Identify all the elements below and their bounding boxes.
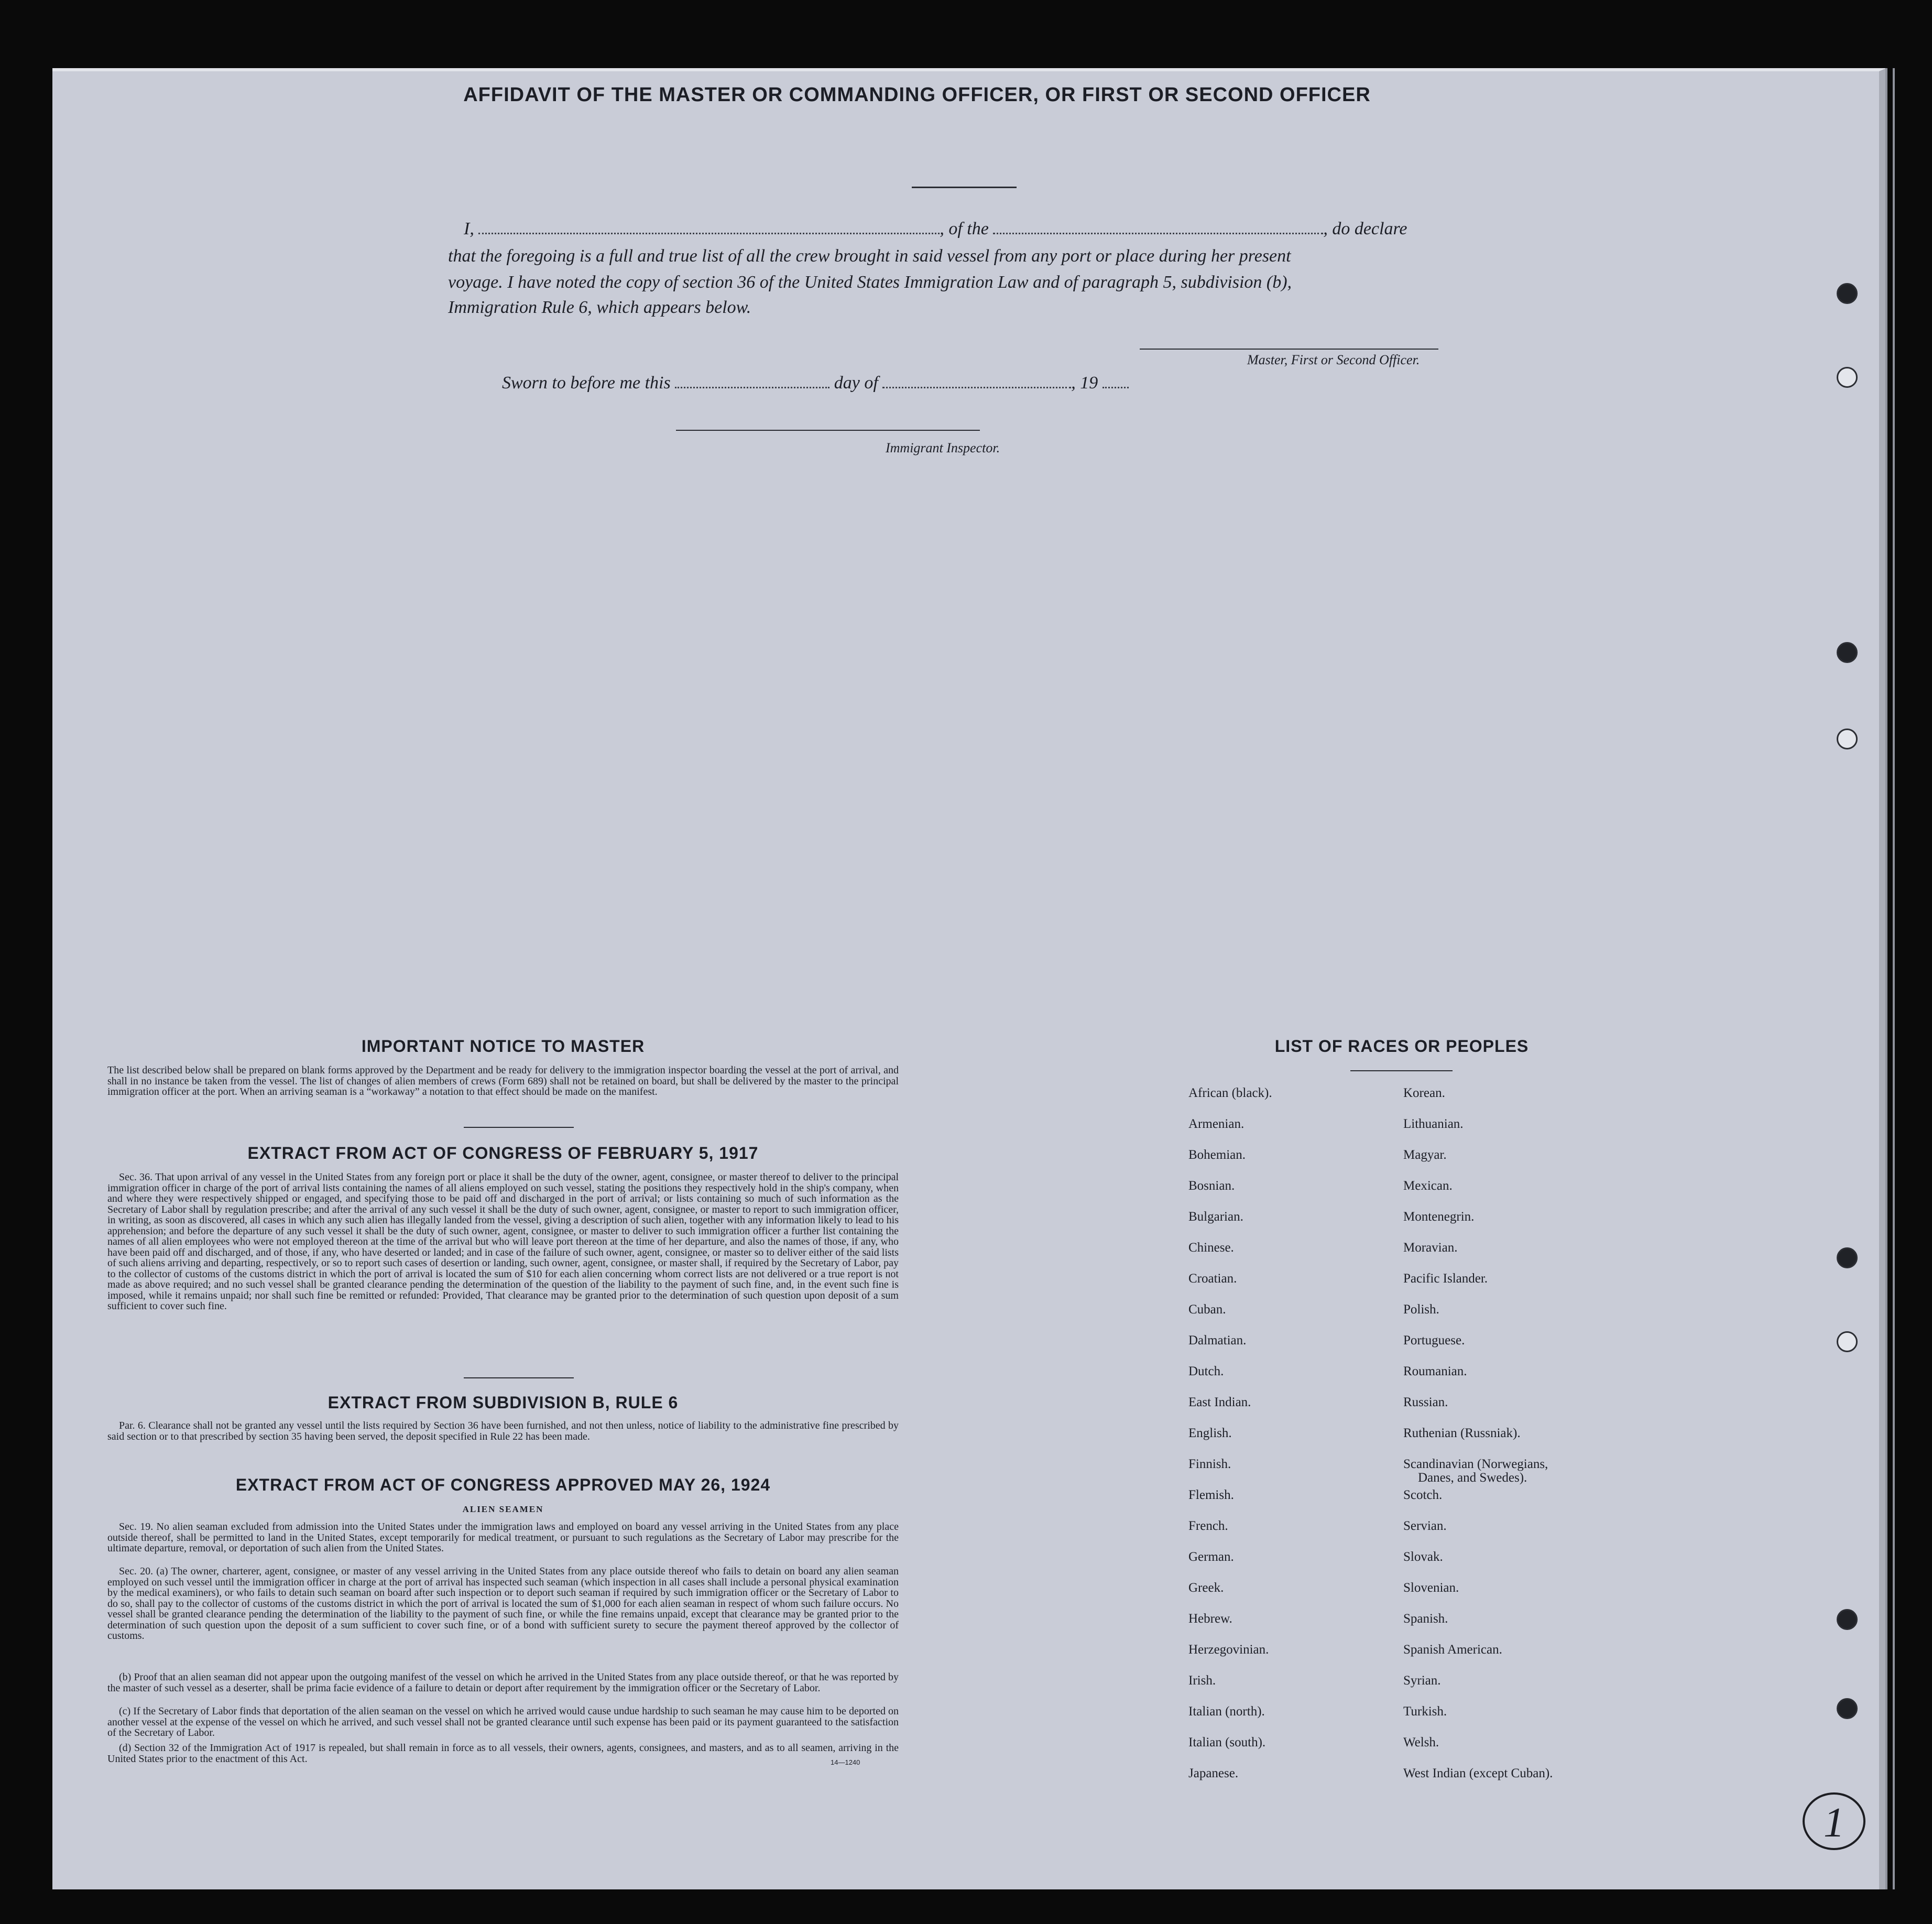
binder-hole <box>1837 283 1858 304</box>
section-20b-text: (b) Proof that an alien seaman did not appear upon the outgoing manifest of the vessel on which he arrived in the United States from any place outside thereof, or that he was reported by the master of such vessel as a deserter, shall be prima facie evidence of a failure to detain or deport after requirement by the immigration officer or the Secretary of Labor. <box>107 1671 899 1694</box>
form-number: 14—1240 <box>831 1758 860 1766</box>
race-item: Roumanian. <box>1403 1364 1467 1378</box>
section-20d-text: (d) Section 32 of the Immigration Act of 1917 is repealed, but shall remain in force as to all vessels, their owners, agents, consignees, and masters, and as to all seamen, arriving in the United States prior to the enactment of this Act. <box>107 1742 899 1765</box>
notice-text: The list described below shall be prepared on blank forms approved by the Department and be ready for delivery to the immigration inspector boarding the vessel at the port of arrival, and shall in no instance be taken from the vessel. The list of changes of alien members of crews (Form 689) shall not be retained on board, but shall be delivered by the master to the principal immigration officer at the port. When an arriving seaman is a “workaway” a notation to that effect should be made on the manifest. <box>107 1064 899 1097</box>
section-rule <box>464 1377 574 1378</box>
extract-1924-title: EXTRACT FROM ACT OF CONGRESS APPROVED MAY 26, 1924 <box>235 1475 771 1494</box>
race-item: Armenian. <box>1188 1117 1245 1131</box>
race-item: Greek. <box>1188 1581 1224 1595</box>
day-blank[interactable] <box>675 373 829 388</box>
binder-hole <box>1837 1609 1858 1630</box>
race-item: Dutch. <box>1188 1364 1224 1378</box>
race-item: West Indian (except Cuban). <box>1403 1766 1553 1780</box>
race-item: Mexican. <box>1403 1179 1453 1193</box>
race-item: Portuguese. <box>1403 1333 1465 1347</box>
master-signature-line[interactable] <box>1140 349 1438 350</box>
declaration-line-2: that the foregoing is a full and true list of all the crew brought in said vessel from any port or place during her present <box>448 246 1291 266</box>
race-item: Turkish. <box>1403 1704 1447 1719</box>
race-item: Danes, and Swedes). <box>1418 1471 1527 1485</box>
race-item: Cuban. <box>1188 1302 1226 1317</box>
race-item: Irish. <box>1188 1673 1216 1688</box>
vessel-blank[interactable] <box>993 219 1323 234</box>
declaration-text: , of the <box>940 219 989 238</box>
race-item: Italian (north). <box>1188 1704 1265 1719</box>
declaration-line-3: voyage. I have noted the copy of section 36 of the United States Immigration Law and of paragraph 5, subdivision (b), <box>448 273 1292 292</box>
race-item: English. <box>1188 1426 1232 1440</box>
section-20a-text: Sec. 20. (a) The owner, charterer, agent, consignee, or master of any vessel arriving in the United States from any place outside thereof who fails to detain on board any alien seaman employed on such vessel until the immigration officer in charge at the port of arrival has inspected such seaman (which inspection in all cases shall include a personal physical examination by the medical examiners), or who fails to detain such seaman on board after such inspection or to deport such seaman if required by such immigration officer or the Secretary of Labor to do so, shall pay to the collector of customs of the customs district in which the port of arrival is located the sum of $1,000 for each alien seaman in respect of whom such failure occurs. No vessel shall be granted clearance pending the determination of the liability to the payment of such fine, or while the fine remains unpaid, except that clearance may be granted prior to the determination of such question upon the deposit of a sum sufficient to cover such fine, or of a bond with sufficient surety to secure the payment thereof approved by the collector of customs. <box>107 1566 899 1642</box>
year-blank[interactable] <box>1103 373 1129 388</box>
declaration-text: I, <box>464 219 474 238</box>
binder-hole <box>1837 729 1858 749</box>
races-title: LIST OF RACES OR PEOPLES <box>1274 1037 1529 1056</box>
races-rule <box>1350 1070 1453 1071</box>
sworn-text: day of <box>834 373 878 393</box>
page-number-circle: 1 <box>1803 1792 1865 1850</box>
race-item: Slovenian. <box>1403 1581 1459 1595</box>
master-signature-label: Master, First or Second Officer. <box>1247 352 1420 367</box>
race-item: Hebrew. <box>1188 1612 1232 1626</box>
rule-6-text: Par. 6. Clearance shall not be granted any vessel until the lists required by Section 36 have been furnished, and not then unless, notice of liability to the administrative fine prescribed by said section or to that prescribed by section 35 having been served, the deposit specified in Rule 22 has been made. <box>107 1420 899 1442</box>
alien-seamen-subtitle: ALIEN SEAMEN <box>462 1504 544 1514</box>
binder-hole <box>1837 1331 1858 1352</box>
binder-hole <box>1837 1247 1858 1268</box>
race-item: Polish. <box>1403 1302 1439 1317</box>
affidavit-title: AFFIDAVIT OF THE MASTER OR COMMANDING OFFICER, OR FIRST OR SECOND OFFICER <box>463 84 1371 106</box>
race-item: Scotch. <box>1403 1488 1443 1502</box>
notice-title: IMPORTANT NOTICE TO MASTER <box>361 1037 645 1056</box>
race-item: Slovak. <box>1403 1550 1443 1564</box>
race-item: Spanish American. <box>1403 1643 1502 1657</box>
race-item: Croatian. <box>1188 1271 1237 1286</box>
race-item: Chinese. <box>1188 1241 1234 1255</box>
race-item: Japanese. <box>1188 1766 1239 1780</box>
sworn-line <box>502 373 1129 393</box>
race-item: Ruthenian (Russniak). <box>1403 1426 1521 1440</box>
title-rule <box>912 187 1017 188</box>
declaration-text: , do declare <box>1323 219 1407 238</box>
section-20c-text: (c) If the Secretary of Labor finds that deportation of the alien seaman on the vessel on which he arrived would cause undue hardship to such seaman he may cause him to be deported on another vessel at the expense of the vessel on which he arrived, and such vessel shall not be granted clearance until such expense has been paid or its payment guaranteed to the satisfaction of the Secretary of Labor. <box>107 1705 899 1738</box>
race-item: Lithuanian. <box>1403 1117 1464 1131</box>
race-item: Herzegovinian. <box>1188 1643 1269 1657</box>
race-item: Dalmatian. <box>1188 1333 1247 1347</box>
binder-hole <box>1837 367 1858 388</box>
page-edge <box>1893 68 1895 1889</box>
extract-1917-text: Sec. 36. That upon arrival of any vessel in the United States from any foreign port or place it shall be the duty of the owner, agent, consignee, or master thereof to deliver to the principal immigration officer in charge of the port of arrival lists containing the names of all aliens employed on such vessel, stating the positions they respectively hold in the ship's company, when and where they were respectively shipped or engaged, and specifying those to be paid off and discharged in the port of arrival; or lists containing so much of such information as the Secretary of Labor shall by regulation prescribe; and after the arrival of any such vessel it shall be the duty of such owner, agent, consignee, or master to report to such immigration officer, in writing, as soon as discovered, all cases in which any such alien has illegally landed from the vessel, giving a description of such alien, together with any information likely to lead to his apprehension; and before the departure of any such vessel it shall be the duty of such owner, agent, consignee, or master to deliver to such immigration officer a further list containing the names of all alien employees who were not employed thereon at the time of the arrival but who will leave port thereon at the time of her departure, and also the names of those, if any, who have been paid off and discharged, and of those, if any, who have deserted or landed; and in case of the failure of such owner, agent, consignee, or master so to deliver either of the said lists of such aliens arriving and departing, respectively, or so to report such cases of desertion or landing, such owner, agent, consignee, or master shall, if required by the Secretary of Labor, pay to the collector of customs of the customs district in which the port of arrival is located the sum of $10 for each alien concerning whom correct lists are not delivered or a true report is not made as above required; and no such vessel shall be granted clearance pending the determination of the question of the liability to the payment of such fine, and, in the event such fine is imposed, while it remains unpaid; nor shall such fine be remitted or refunded: Provided, That clearance may be granted prior to the determination of such question upon deposit of a sum sufficient to cover such fine. <box>107 1171 899 1312</box>
race-item: Moravian. <box>1403 1241 1458 1255</box>
race-item: Korean. <box>1403 1086 1445 1100</box>
race-item: Pacific Islander. <box>1403 1271 1488 1286</box>
race-item: African (black). <box>1188 1086 1272 1100</box>
race-item: East Indian. <box>1188 1395 1251 1409</box>
month-blank[interactable] <box>882 373 1071 388</box>
page-edge <box>1885 68 1887 1889</box>
race-item: German. <box>1188 1550 1234 1564</box>
declaration-line-4: Immigration Rule 6, which appears below. <box>448 298 751 317</box>
binder-hole <box>1837 642 1858 663</box>
inspector-signature-label: Immigrant Inspector. <box>886 440 1000 455</box>
race-item: Bulgarian. <box>1188 1210 1243 1224</box>
race-item: Bosnian. <box>1188 1179 1235 1193</box>
race-item: Syrian. <box>1403 1673 1441 1688</box>
section-19-text: Sec. 19. No alien seaman excluded from admission into the United States under the immigration laws and employed on board any vessel arriving in the United States from any place outside thereof, shall be permitted to land in the United States, except temporarily for medical treatment, or pursuant to such regulations as the Secretary of Labor may prescribe for the ultimate departure, removal, or deportation of such alien from the United States. <box>107 1521 899 1554</box>
race-item: Magyar. <box>1403 1148 1447 1162</box>
race-item: Montenegrin. <box>1403 1210 1475 1224</box>
race-item: French. <box>1188 1519 1228 1533</box>
name-blank[interactable] <box>478 219 940 234</box>
race-item: Scandinavian (Norwegians, <box>1403 1457 1548 1471</box>
extract-1917-title: EXTRACT FROM ACT OF CONGRESS OF FEBRUARY 5, 1917 <box>247 1144 759 1162</box>
rule-6-title: EXTRACT FROM SUBDIVISION B, RULE 6 <box>328 1393 679 1412</box>
race-item: Flemish. <box>1188 1488 1234 1502</box>
sworn-text: Sworn to before me this <box>502 373 671 393</box>
declaration-line-1 <box>464 219 1407 239</box>
sworn-text: , 19 <box>1071 373 1098 393</box>
race-item: Italian (south). <box>1188 1735 1266 1749</box>
race-item: Russian. <box>1403 1395 1448 1409</box>
race-item: Bohemian. <box>1188 1148 1246 1162</box>
inspector-signature-line[interactable] <box>676 430 980 431</box>
race-item: Spanish. <box>1403 1612 1448 1626</box>
race-item: Welsh. <box>1403 1735 1439 1749</box>
section-rule <box>464 1127 574 1128</box>
binder-hole <box>1837 1698 1858 1719</box>
race-item: Finnish. <box>1188 1457 1231 1471</box>
race-item: Servian. <box>1403 1519 1447 1533</box>
